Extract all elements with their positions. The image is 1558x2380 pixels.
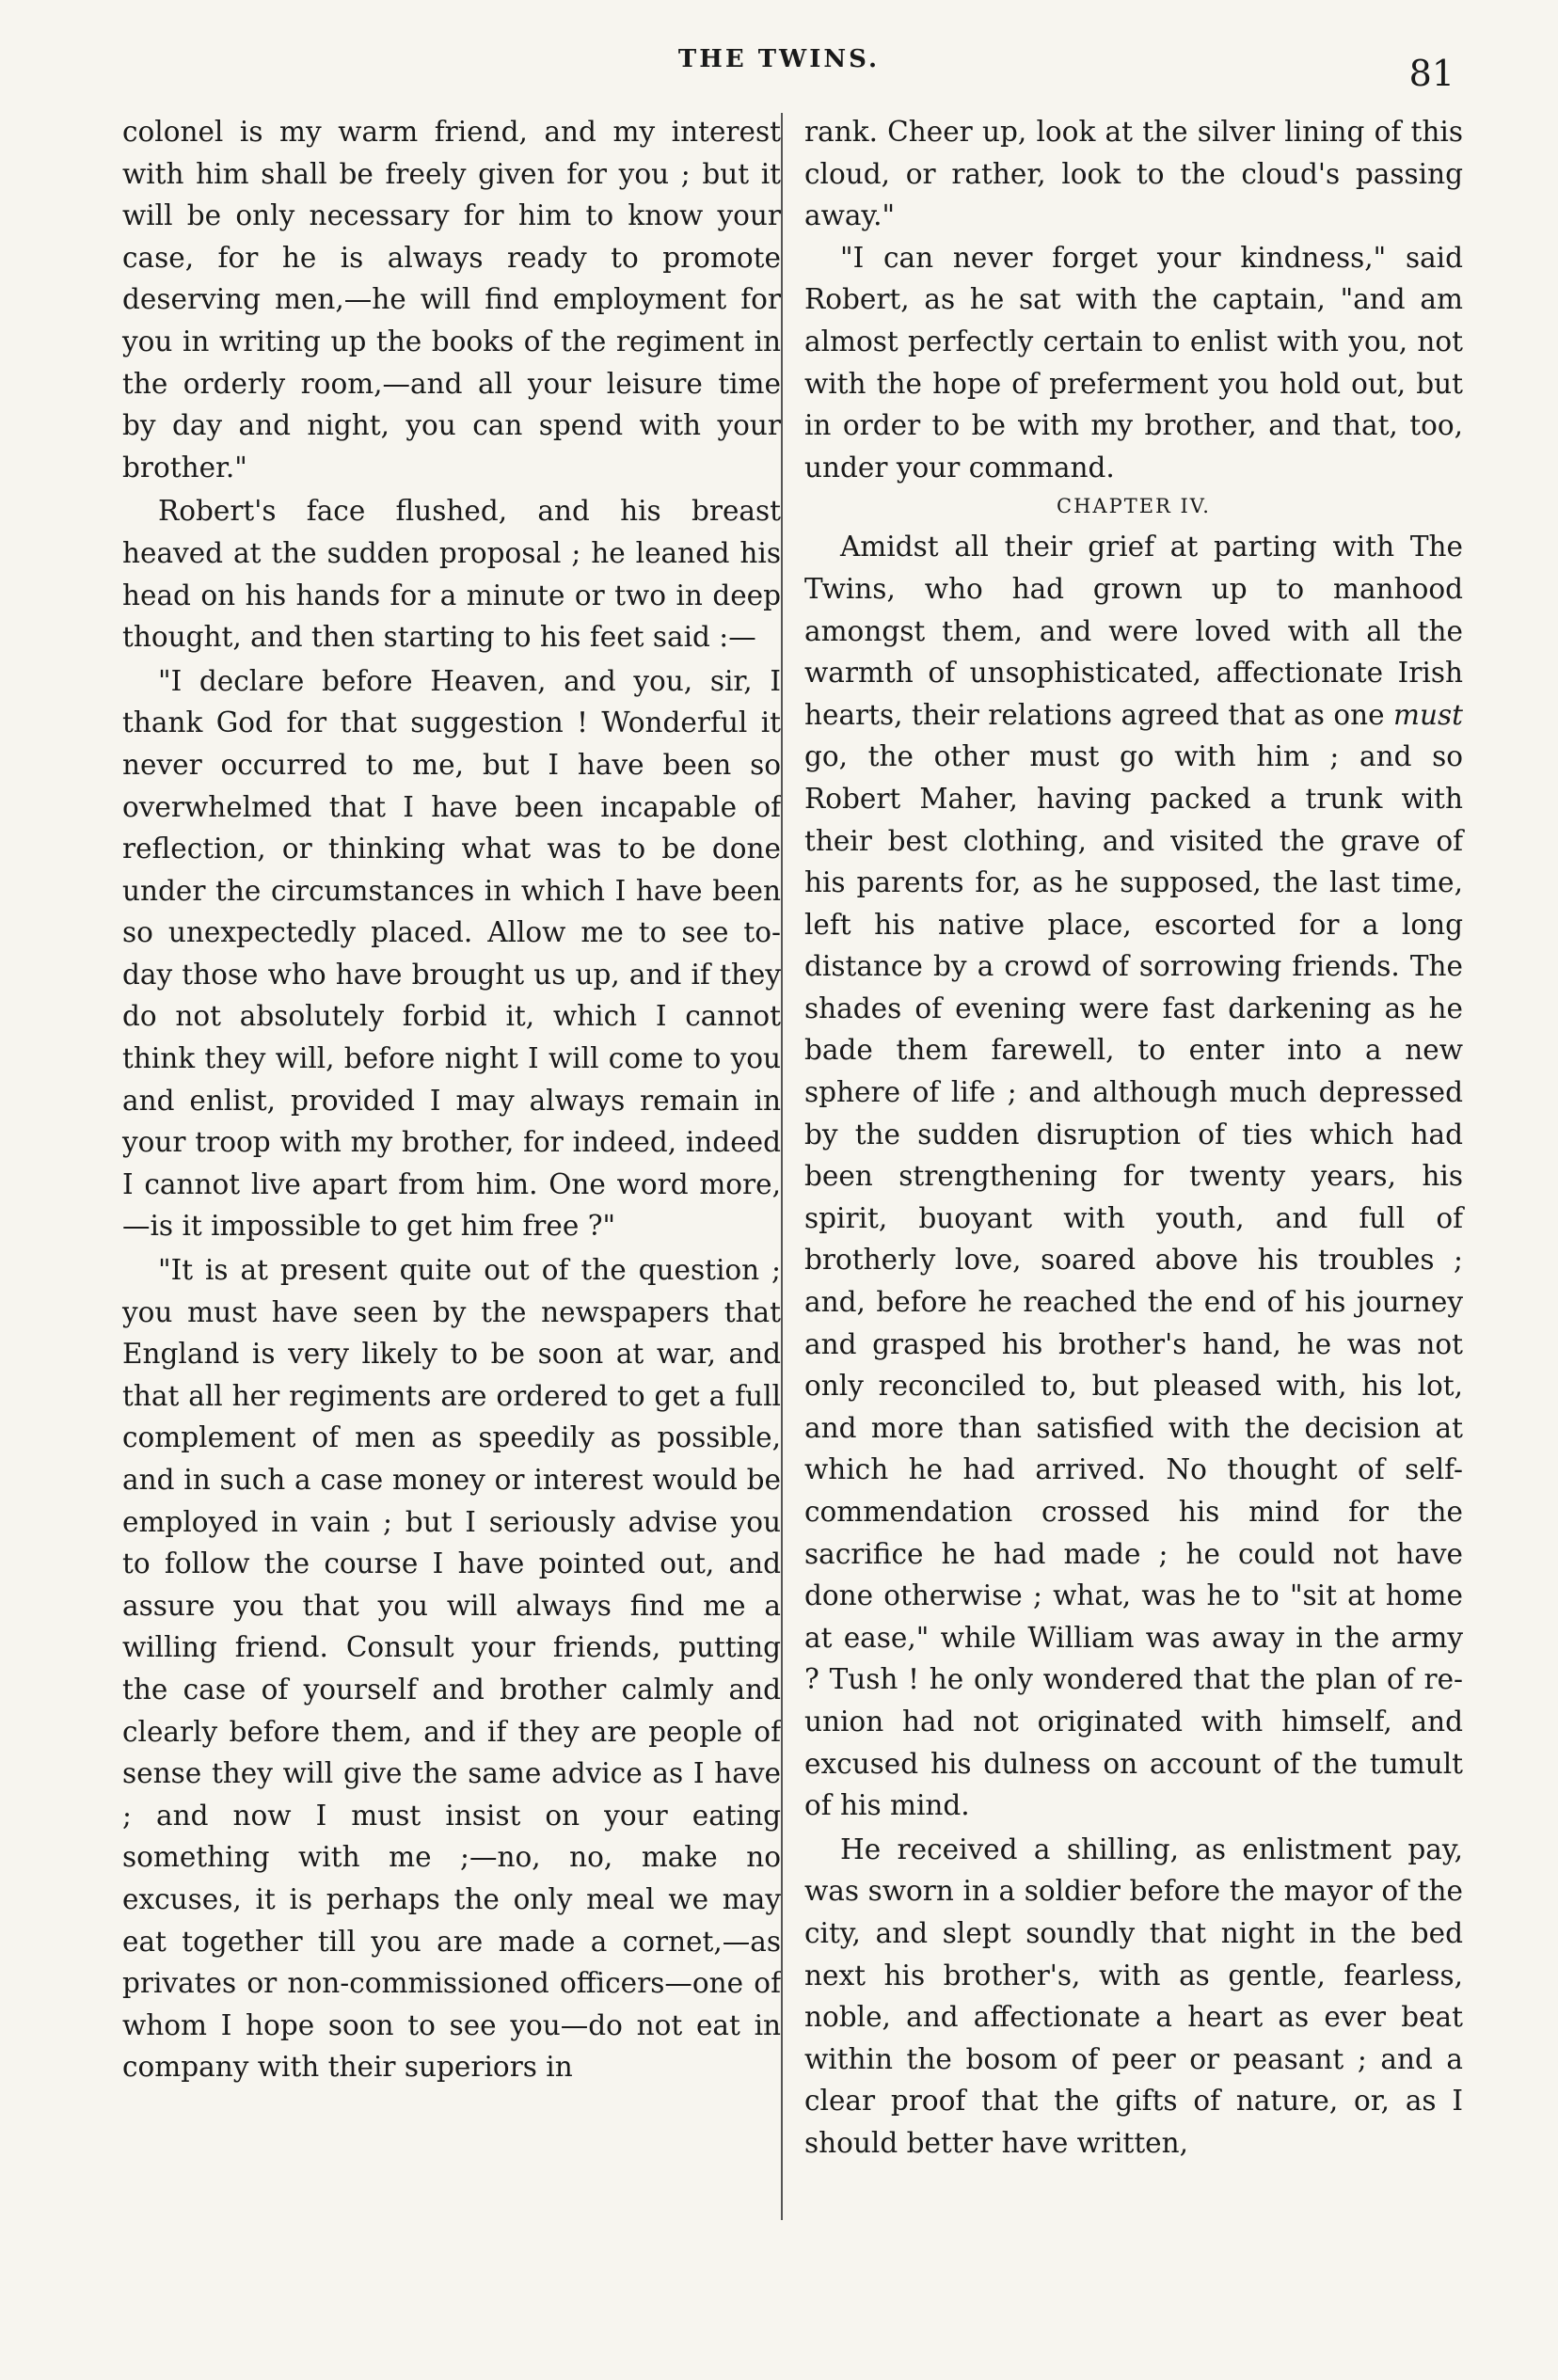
paragraph: colonel is my warm friend, and my interest with him shall be freely given for you ; but it will be only necessary for him to know your case, for he is always ready to promote deserving men,—he will find employment for you in writing up the books of the regiment in the orderly room,—and all your leisure time by day and night, you can spend with your brother."	[122, 116, 781, 484]
paragraph	[804, 526, 1463, 1826]
chapter-heading: CHAPTER IV.	[1057, 495, 1211, 518]
running-title: THE TWINS.	[677, 45, 881, 73]
paragraph: He received a shilling, as enlistment pay, was sworn in a soldier before the mayor of the city, and slept soundly that night in the bed next his brother's, with as gentle, fearless, noble, and affectionate a heart as ever beat within the bosom of peer or peasant ; and a clear proof that the gifts of nature, or, as I should better have written,	[804, 1833, 1463, 2159]
paragraph: "I can never forget your kindness," said Robert, as he sat with the captain, "and am almost perfectly certain to enlist with you, not with the hope of preferment you hold out, but in order to be with my brother, and that, too, under your command.	[804, 241, 1463, 484]
paragraph: Robert's face flushed, and his breast heaved at the sudden proposal ; he leaned his head on his hands for a minute or two in deep thought, and then starting to his feet said :—	[122, 495, 781, 654]
column-divider	[781, 113, 783, 2220]
paragraph: rank. Cheer up, look at the silver lining of this cloud, or rather, look to the cloud's passing away."	[804, 116, 1463, 232]
emphasis: must	[1393, 698, 1463, 731]
paragraph: "I declare before Heaven, and you, sir, I thank God for that suggestion ! Wonderful it never occurred to me, but I have been so overwhelmed that I have been incapable of reflection, or thinking what was to be done under the circumstances in which I have been so unexpectedly placed. Allow me to see to-day those who have brought us up, and if they do not absolutely forbid it, which I cannot think they will, before night I will come to you and enlist, provided I may always remain in your troop with my brother, for indeed, indeed I cannot live apart from him. One word more,—is it impossible to get him free ?"	[122, 664, 781, 1243]
paragraph: "It is at present quite out of the question ; you must have seen by the newspapers that England is very likely to be soon at war, and that all her regiments are ordered to get a full complement of men as speedily as possible, and in such a case money or interest would be employed in vain ; but I seriously advise you to follow the course I have pointed out, and assure you that you will always find me a willing friend. Consult your friends, putting the case of yourself and brother calmly and clearly before them, and if they are people of sense they will give the same advice as I have ; and now I must insist on your eating something with me ;—no, no, make no excuses, it is perhaps the only meal we may eat together till you are made a cornet,—as privates or non-commissioned officers—one of whom I hope soon to see you—do not eat in company with their superiors in	[122, 1254, 781, 2084]
page-number: 81	[1408, 53, 1455, 94]
left-column	[122, 111, 781, 2088]
text-run: Amidst all their grief at parting with The Twins, who had grown up to manhood amongst them, and were loved with all the warmth of unsophisticated, affectionate Irish hearts, their relations agreed that as one	[804, 531, 1463, 731]
text-run: go, the other must go with him ; and so Robert Maher, having packed a trunk with their best clothing, and visited the grave of his parents for, as he supposed, the last time, left his native place, escorted for a long distance by a crowd of sorrowing friends. The shades of evening were fast darkening as he bade them farewell, to enter into a new sphere of life ; and although much depressed by the sudden disruption of ties which had been strengthening for twenty years, his spirit, buoyant with youth, and full of brotherly love, soared above his troubles ; and, before he reached the end of his journey and grasped his brother's hand, he was not only reconciled to, but pleased with, his lot, and more than satisfied with the decision at which he had arrived. No thought of self-commendation crossed his mind for the sacrifice he had made ; he could not have done otherwise ; what, was he to "sit at home at ease," while William was away in the army ? Tush ! he only wondered that the plan of re-union had not originated with himself, and excused his dulness on account of the tumult of his mind.	[804, 740, 1463, 1822]
right-column	[804, 111, 1463, 2165]
